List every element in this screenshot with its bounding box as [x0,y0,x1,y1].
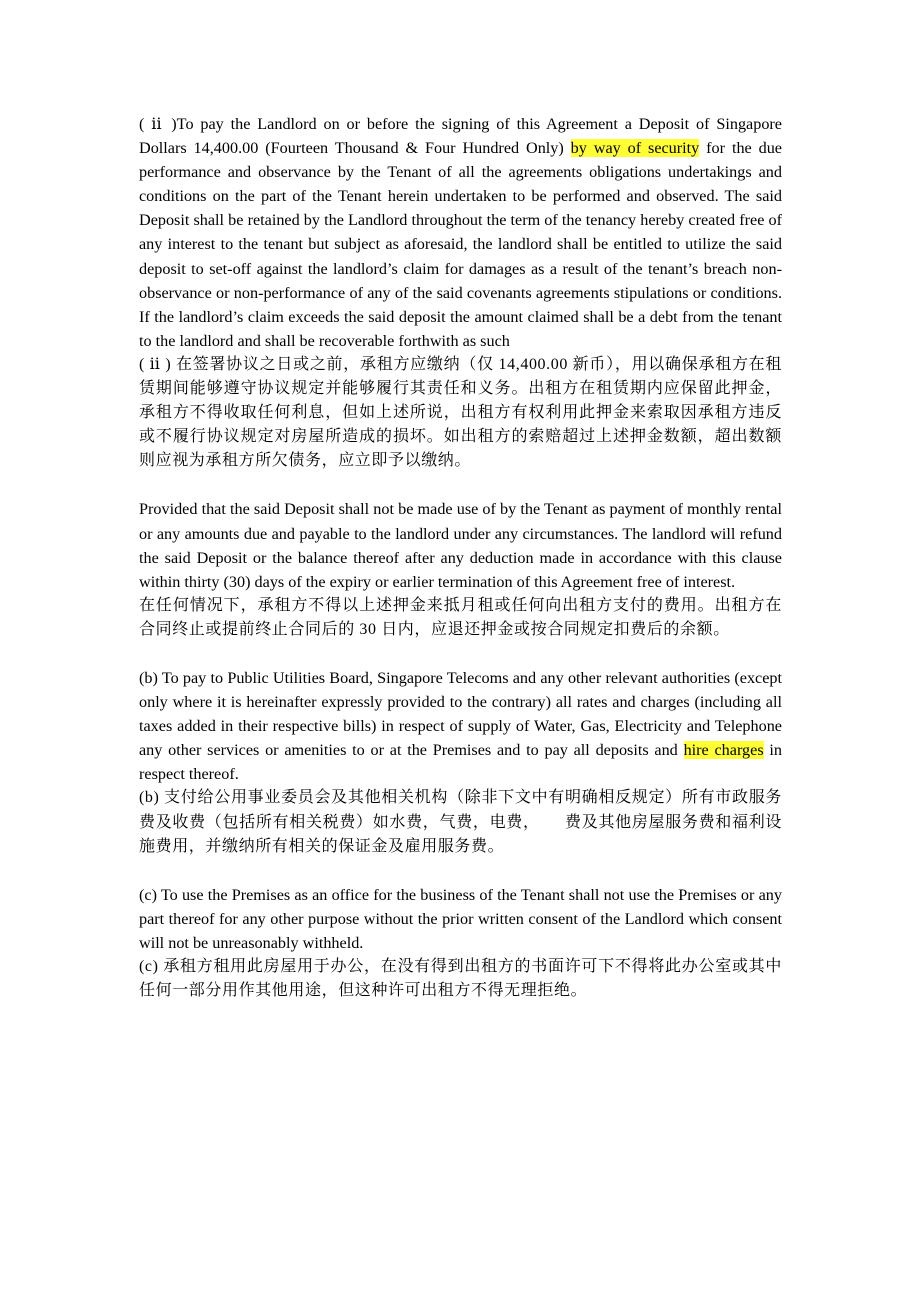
spacer [139,642,782,666]
clause-b-chinese: (b) 支付给公用事业委员会及其他相关机构（除非下文中有明确相反规定）所有市政服务费及收费（包括所有相关税费）如水费，气费，电费， 费及其他房屋服务费和福利设施费用，并缴纳所有相关的保证金及雇用服务费。 [139,789,782,855]
clause-ii-text-end: for the due performance and observance by the Tenant of all the agreements obligations undertakings and conditions on the part of the Tenant herein undertaken to be performed and observed. The said Deposit shall be retained by the Landlord throughout the term of the tenancy hereby created free of any interest to the tenant but subject as aforesaid, the landlord shall be entitled to utilize the said deposit to set-off against the landlord’s claim for damages as a result of the tenant’s breach non-observance or non-performance of any of the said covenants agreements stipulations or conditions. If the landlord’s claim exceeds the said deposit the amount claimed shall be a debt from the tenant to the landlord and shall be recoverable forthwith as such [139,139,782,350]
spacer [139,859,782,883]
highlight-by-way-of-security: by way of security [570,139,700,158]
clause-ii-text-start: ( ⅱ )To pay the Landlord on or before the signing of this Agreement a Deposit of Singapore Dollars 14,400.00 (Fourteen Thousand & Four Hundred Only) [139,115,782,158]
clause-c-english: (c) To use the Premises as an office for the business of the Tenant shall not use the Premises or any part thereof for any other purpose without the prior written consent of the Landlord which consent will not be unreasonably withheld. [139,885,782,952]
clause-b-text-end: in respect thereof. [139,741,783,784]
clause-ii-english [139,112,782,353]
deposit-proviso-chinese: 在任何情况下，承租方不得以上述押金来抵月租或任何向出租方支付的费用。出租方在合同终止或提前终止合同后的 30 日内，应退还押金或按合同规定扣费后的余额。 [139,596,782,638]
document-page [139,112,782,1003]
clause-c-chinese: (c) 承租方租用此房屋用于办公，在没有得到出租方的书面许可下不得将此办公室或其中任何一部分用作其他用途，但这种许可出租方不得无理拒绝。 [139,958,782,1000]
highlight-hire-charges: hire charges [683,741,764,760]
spacer [139,473,782,497]
clause-b-text-start: (b) To pay to Public Utilities Board, Singapore Telecoms and any other relevant authorities (except only where it is hereinafter expressly provided to the contrary) all rates and charges (including all taxes added in their respective bills) in respect of supply of Water, Gas, Electricity and Telephone any other services or amenities to or at the Premises and to pay all deposits and [139,668,782,760]
clause-ii-chinese: ( ⅱ ) 在签署协议之日或之前，承租方应缴纳（仅 14,400.00 新币），用以确保承租方在租赁期间能够遵守协议规定并能够履行其责任和义务。出租方在租赁期内应保留此押金，承租方不得收取任何利息，但如上述所说，出租方有权利用此押金来索取因承租方违反或不履行协议规定对房屋所造成的损坏。如出租方的索赔超过上述押金数额，超出数额则应视为承租方所欠债务，应立即予以缴纳。 [139,355,782,470]
clause-b-english [139,666,782,786]
deposit-proviso-english: Provided that the said Deposit shall not be made use of by the Tenant as payment of monthly rental or any amounts due and payable to the landlord under any circumstances. The landlord will refund the said Deposit or the balance thereof after any deduction made in accordance with this clause within thirty (30) days of the expiry or earlier termination of this Agreement free of interest. [139,500,782,591]
